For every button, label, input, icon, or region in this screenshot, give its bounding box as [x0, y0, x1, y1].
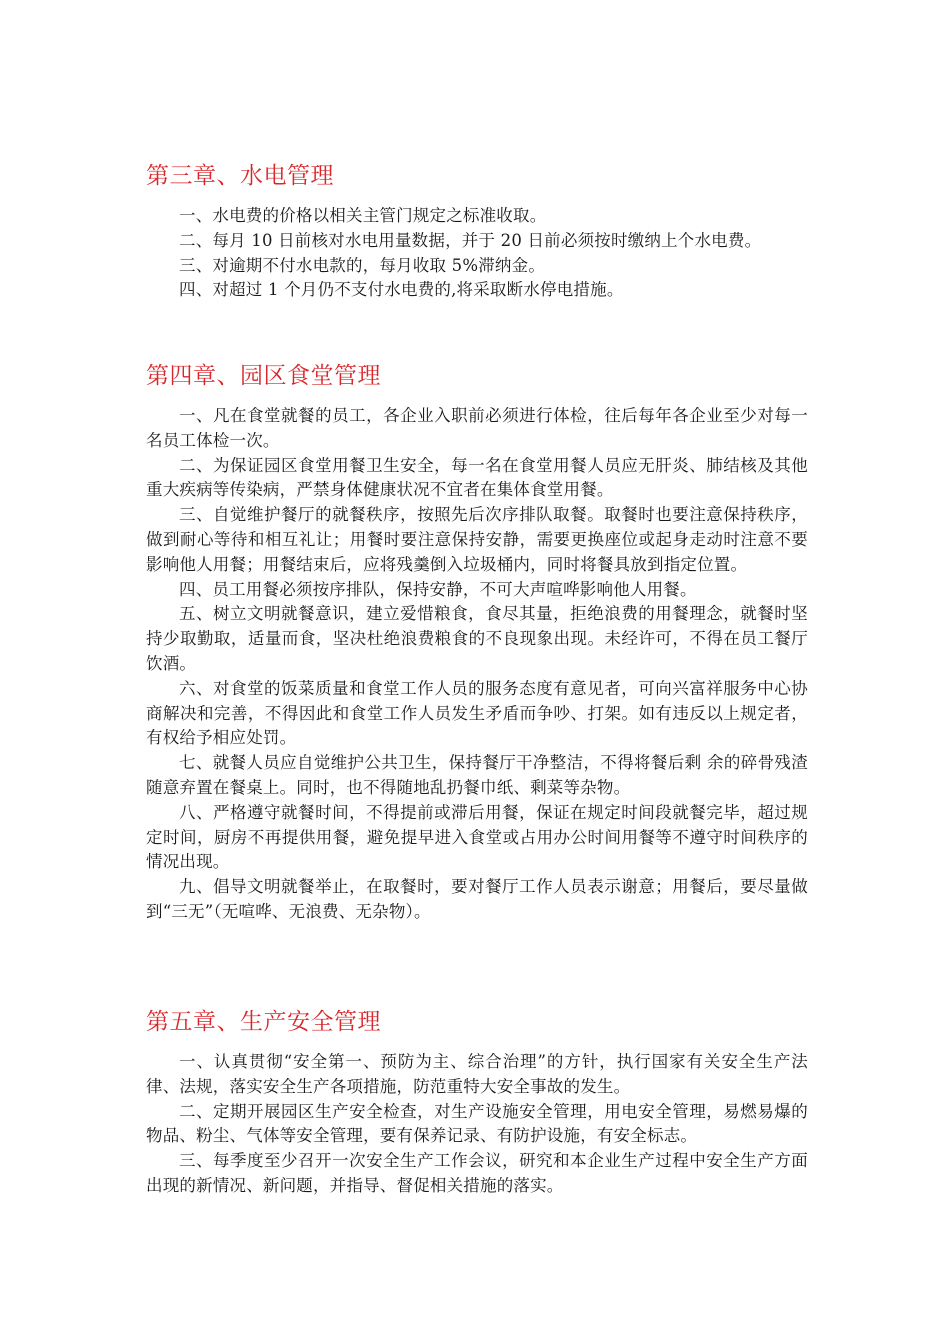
chapter-4-body — [146, 404, 808, 925]
chapter-5-body — [146, 1050, 808, 1199]
chapter-3-title: 第三章、水电管理 — [146, 163, 334, 189]
chapter-3-paragraph-4: 四、对超过 1 个月仍不支付水电费的,将采取断水停电措施。 — [179, 280, 624, 300]
chapter-4-paragraph-9: 九、倡导文明就餐举止，在取餐时，要对餐厅工作人员表示谢意；用餐后，要尽量做到“三无”（无喧哗、无浪费、无杂物）。 — [146, 877, 808, 921]
chapter-5-paragraph-3: 三、每季度至少召开一次安全生产工作会议，研究和本企业生产过程中安全生产方面出现的新情况、新问题，并指导、督促相关措施的落实。 — [146, 1151, 808, 1195]
chapter-4-paragraph-4: 四、员工用餐必须按序排队，保持安静，不可大声喧哗影响他人用餐。 — [179, 579, 697, 599]
chapter-5-paragraph-1: 一、认真贯彻“安全第一、预防为主、综合治理”的方针，执行国家有关安全生产法律、法规，落实安全生产各项措施，防范重特大安全事故的发生。 — [146, 1052, 808, 1096]
chapter-5-paragraph-2: 二、定期开展园区生产安全检查，对生产设施安全管理，用电安全管理，易燃易爆的物品、粉尘、气体等安全管理，要有保养记录、有防护设施，有安全标志。 — [146, 1101, 808, 1146]
chapter-3-paragraph-1: 一、水电费的价格以相关主管门规定之标准收取。 — [179, 206, 547, 225]
chapter-3-paragraph-3: 三、对逾期不付水电款的，每月收取 5%滞纳金。 — [179, 255, 546, 275]
chapter-4-paragraph-8: 八、严格遵守就餐时间，不得提前或滞后用餐，保证在规定时间段就餐完毕，超过规定时间，厨房不再提供用餐，避免提早进入食堂或占用办公时间用餐等不遵守时间秩序的情况出现。 — [146, 802, 808, 872]
chapter-4-paragraph-6: 六、对食堂的饭菜质量和食堂工作人员的服务态度有意见者，可向兴富祥服务中心协商解决和完善，不得因此和食堂工作人员发生矛盾而争吵、打架。如有违反以上规定者，有权给予相应处罚。 — [146, 678, 808, 748]
chapter-4-paragraph-1: 一、凡在食堂就餐的员工，各企业入职前必须进行体检，往后每年各企业至少对每一名员工体检一次。 — [146, 406, 808, 450]
chapter-3-paragraph-2: 二、每月 10 日前核对水电用量数据，并于 20 日前必须按时缴纳上个水电费。 — [179, 230, 762, 250]
chapter-4-paragraph-3: 三、自觉维护餐厅的就餐秩序，按照先后次序排队取餐。取餐时也要注意保持秩序，做到耐心等待和相互礼让；用餐时要注意保持安静，需要更换座位或起身走动时注意不要影响他人用餐；用餐结束后，应将残羹倒入垃圾桶内，同时将餐具放到指定位置。 — [146, 505, 808, 574]
chapter-4-paragraph-2: 二、为保证园区食堂用餐卫生安全，每一名在食堂用餐人员应无肝炎、肺结核及其他重大疾病等传染病，严禁身体健康状况不宜者在集体食堂用餐。 — [146, 455, 808, 500]
chapter-4-section — [146, 362, 808, 925]
chapter-5-section — [146, 1008, 808, 1199]
chapter-5-title: 第五章、生产安全管理 — [146, 1009, 381, 1035]
chapter-3-section — [146, 162, 808, 303]
chapter-4-paragraph-5: 五、树立文明就餐意识，建立爱惜粮食，食尽其量，拒绝浪费的用餐理念，就餐时坚持少取勤取，适量而食，坚决杜绝浪费粮食的不良现象出现。未经许可，不得在员工餐厅饮酒。 — [146, 604, 808, 673]
chapter-4-title: 第四章、园区食堂管理 — [146, 363, 381, 389]
chapter-4-paragraph-7: 七、就餐人员应自觉维护公共卫生，保持餐厅干净整洁，不得将餐后剩 余的碎骨残渣随意弃置在餐桌上。同时，也不得随地乱扔餐巾纸、剩菜等杂物。 — [146, 753, 808, 797]
chapter-3-body — [146, 204, 808, 303]
